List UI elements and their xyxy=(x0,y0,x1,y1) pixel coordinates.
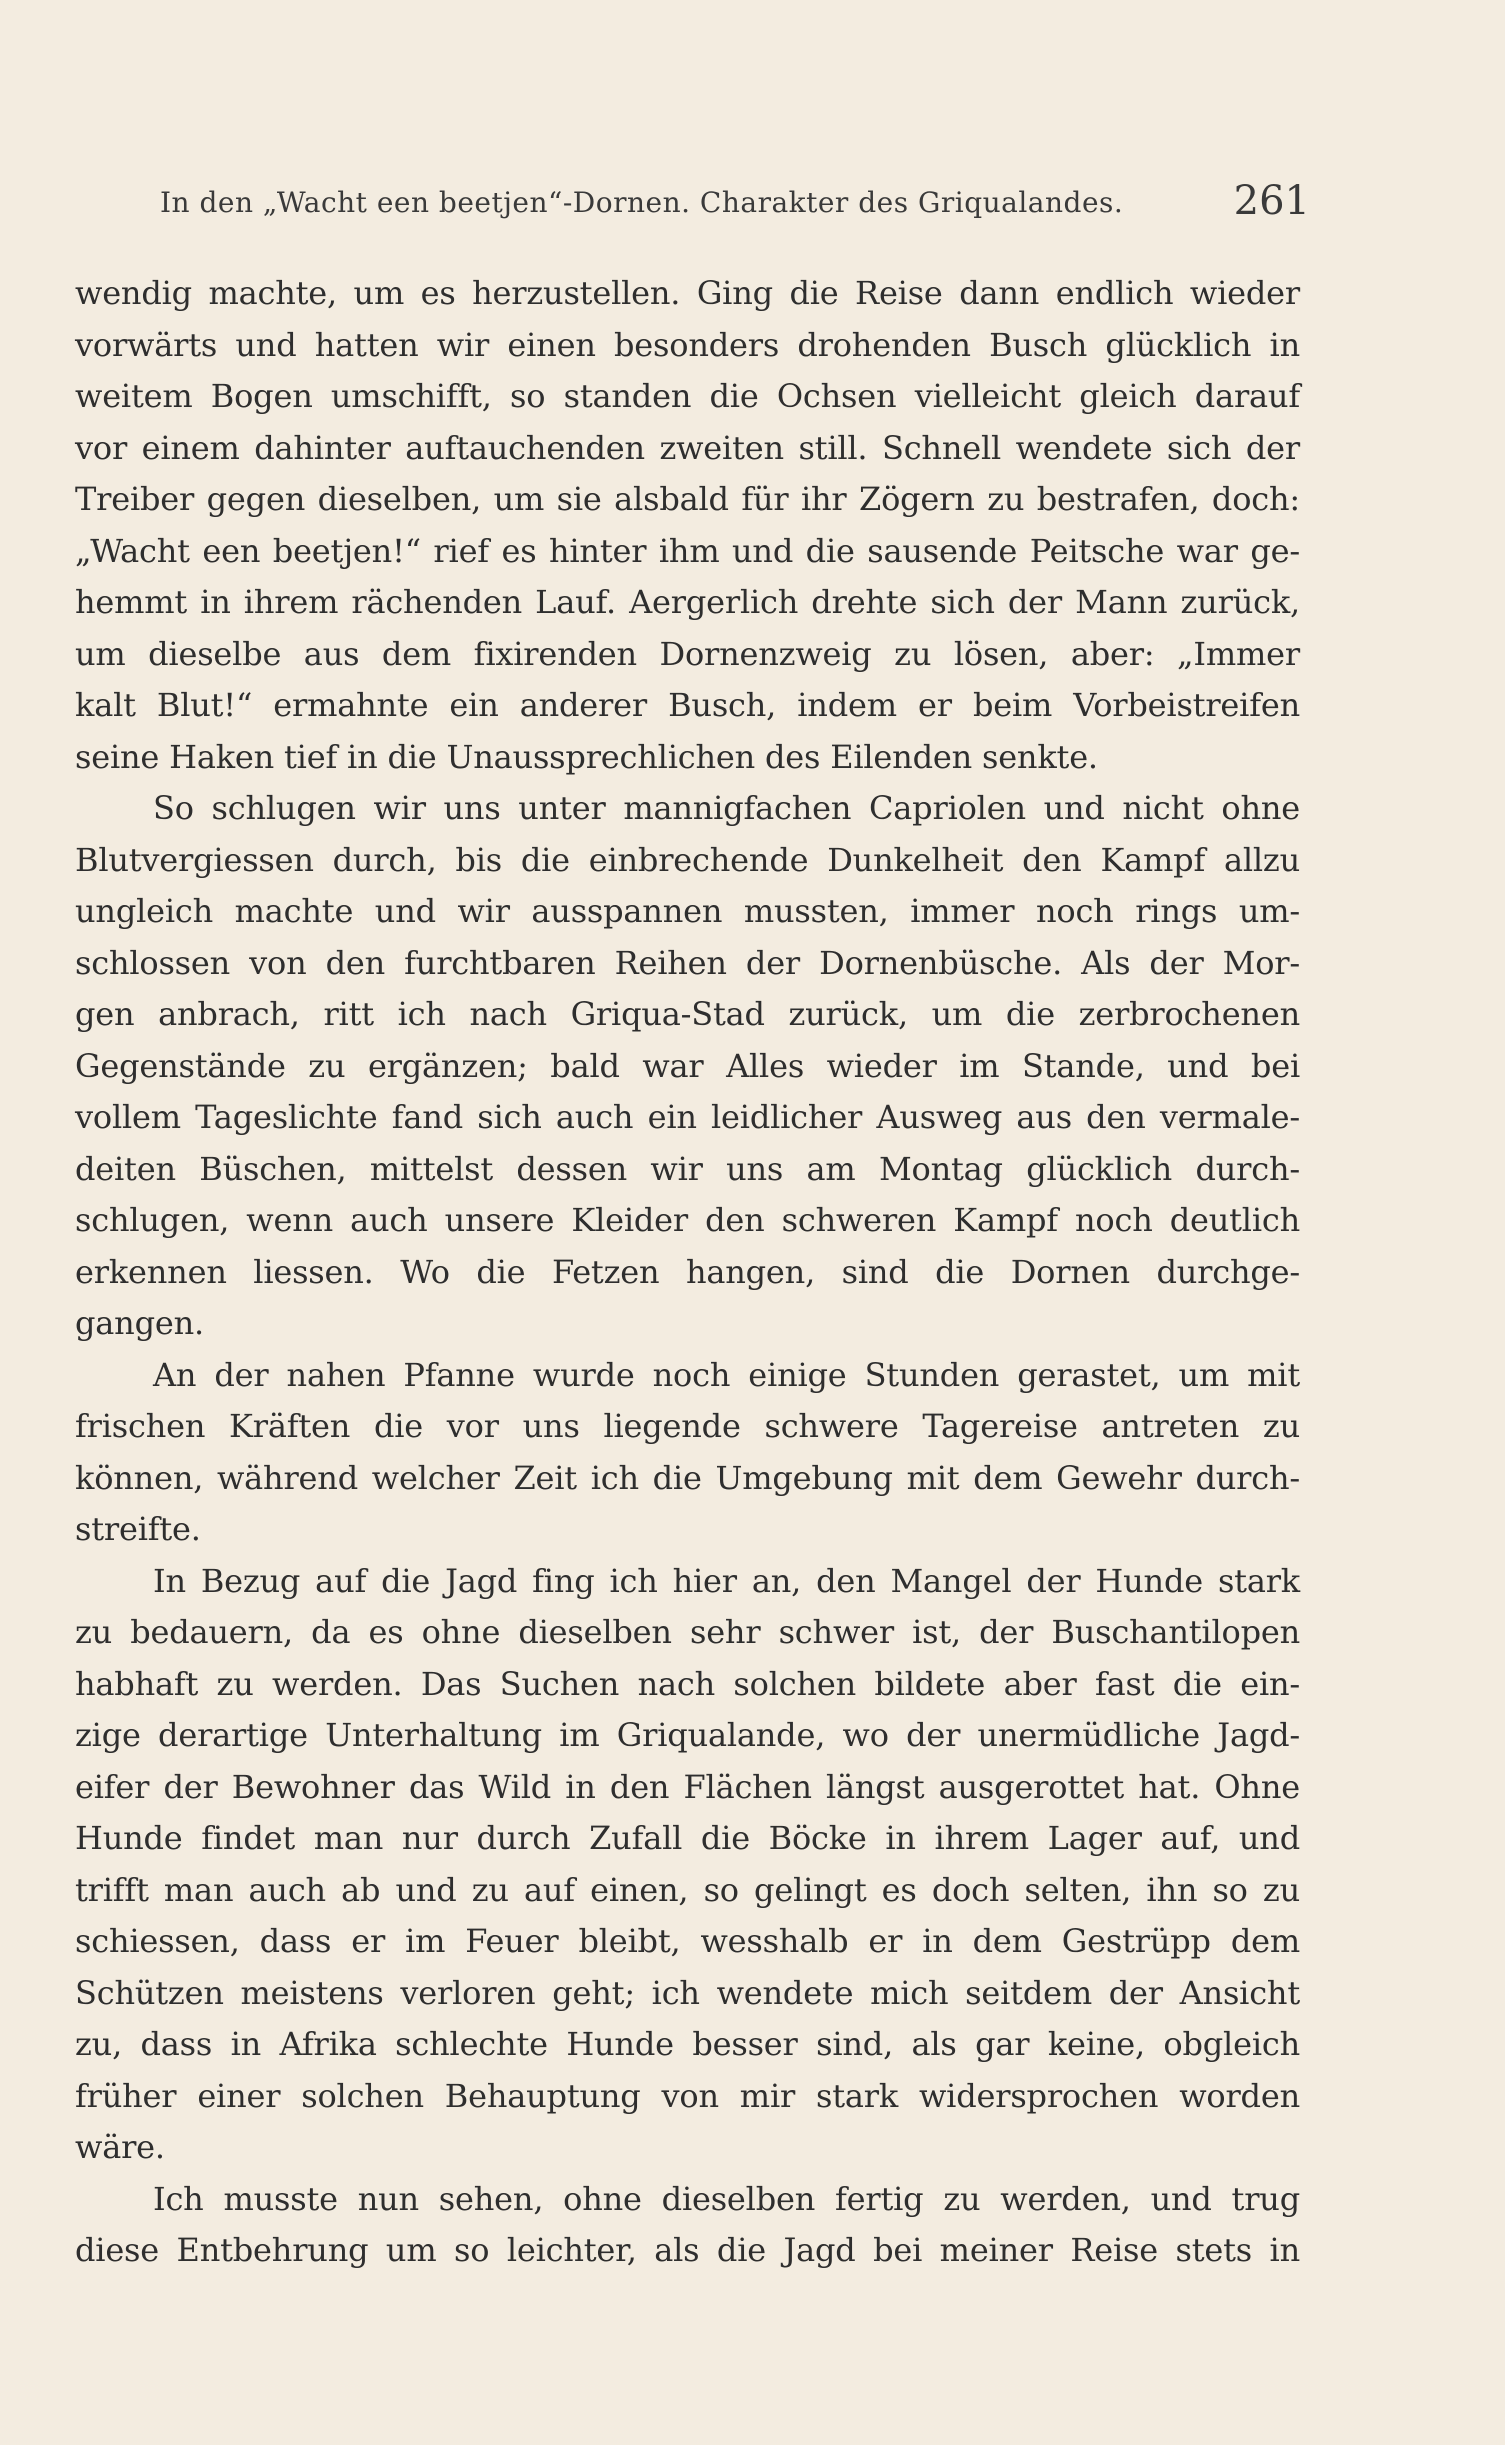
text-line: In Bezug auf die Jagd fing ich hier an, den Mangel der Hunde stark xyxy=(153,1561,1300,1600)
text-line: Blutvergiessen durch, bis die einbrechende Dunkelheit den Kampf allzu xyxy=(75,840,1300,879)
text-line: trifft man auch ab und zu auf einen, so gelingt es doch selten, ihn so zu xyxy=(75,1870,1300,1909)
text-line: ungleich machte und wir ausspannen mussten, immer noch rings um- xyxy=(75,892,1300,930)
text-line: können, während welcher Zeit ich die Umgebung mit dem Gewehr durch- xyxy=(75,1458,1300,1497)
text-line: weitem Bogen umschifft, so standen die Ochsen vielleicht gleich darauf xyxy=(75,377,1300,415)
text-line: eifer der Bewohner das Wild in den Flächen längst ausgerottet hat. Ohne xyxy=(75,1767,1300,1806)
text-line: vorwärts und hatten wir einen besonders drohenden Busch glücklich in xyxy=(75,325,1300,364)
text-line: streifte. xyxy=(75,1510,201,1548)
text-line: deiten Büschen, mittelst dessen wir uns am Montag glücklich durch- xyxy=(75,1149,1300,1188)
text-line: An der nahen Pfanne wurde noch einige Stunden gerastet, um mit xyxy=(153,1355,1300,1394)
text-line: gangen. xyxy=(75,1304,204,1342)
text-line: diese Entbehrung um so leichter, als die Jagd bei meiner Reise stets in xyxy=(75,2231,1300,2269)
text-line: wäre. xyxy=(75,2128,165,2166)
running-header xyxy=(160,178,1310,230)
text-line: um dieselbe aus dem fixirenden Dornenzweig zu lösen, aber: „Immer xyxy=(75,634,1300,673)
text-line: erkennen liessen. Wo die Fetzen hangen, sind die Dornen durchge- xyxy=(75,1252,1300,1291)
text-line: „Wacht een beetjen!“ rief es hinter ihm und die sausende Peitsche war ge- xyxy=(75,531,1300,570)
text-line: seine Haken tief in die Unaussprechlichen des Eilenden senkte. xyxy=(75,737,1098,776)
text-line: vor einem dahinter auftauchenden zweiten still. Schnell wendete sich der xyxy=(75,428,1300,467)
running-title: In den „Wacht een beetjen“-Dornen. Charakter des Griqualandes. xyxy=(160,186,1124,219)
text-line: schlugen, wenn auch unsere Kleider den schweren Kampf noch deutlich xyxy=(75,1201,1300,1239)
page-number: 261 xyxy=(1233,178,1310,224)
text-line: früher einer solchen Behauptung von mir stark widersprochen worden xyxy=(75,2076,1300,2115)
text-line: kalt Blut!“ ermahnte ein anderer Busch, indem er beim Vorbeistreifen xyxy=(75,686,1300,724)
text-line: schlossen von den furchtbaren Reihen der Dornenbüsche. Als der Mor- xyxy=(75,943,1300,982)
text-line: vollem Tageslichte fand sich auch ein leidlicher Ausweg aus den vermale- xyxy=(75,1098,1300,1136)
text-line: Ich musste nun sehen, ohne dieselben fertig zu werden, und trug xyxy=(153,2179,1300,2218)
text-line: schiessen, dass er im Feuer bleibt, wesshalb er in dem Gestrüpp dem xyxy=(75,1922,1300,1960)
text-line: zige derartige Unterhaltung im Griqualande, wo der unermüdliche Jagd- xyxy=(75,1716,1300,1754)
text-line: gen anbrach, ritt ich nach Griqua-Stad zurück, um die zerbrochenen xyxy=(75,995,1300,1033)
text-line: hemmt in ihrem rächenden Lauf. Aergerlich drehte sich der Mann zurück, xyxy=(75,583,1300,621)
text-line: Gegenstände zu ergänzen; bald war Alles wieder im Stande, und bei xyxy=(75,1046,1300,1085)
text-line: Treiber gegen dieselben, um sie alsbald für ihr Zögern zu bestrafen, doch: xyxy=(75,480,1300,518)
text-line: frischen Kräften die vor uns liegende schwere Tagereise antreten zu xyxy=(75,1407,1300,1445)
text-line: habhaft zu werden. Das Suchen nach solchen bildete aber fast die ein- xyxy=(75,1664,1300,1703)
body-text xyxy=(75,268,1300,2277)
text-line: zu bedauern, da es ohne dieselben sehr schwer ist, der Buschantilopen xyxy=(75,1613,1300,1651)
text-line: zu, dass in Afrika schlechte Hunde besser sind, als gar keine, obgleich xyxy=(75,2025,1300,2063)
text-line: Hunde findet man nur durch Zufall die Böcke in ihrem Lager auf, und xyxy=(75,1819,1300,1857)
text-line: Schützen meistens verloren geht; ich wendete mich seitdem der Ansicht xyxy=(75,1973,1300,2012)
text-line: wendig machte, um es herzustellen. Ging die Reise dann endlich wieder xyxy=(75,274,1300,312)
text-line: So schlugen wir uns unter mannigfachen Capriolen und nicht ohne xyxy=(153,789,1300,827)
